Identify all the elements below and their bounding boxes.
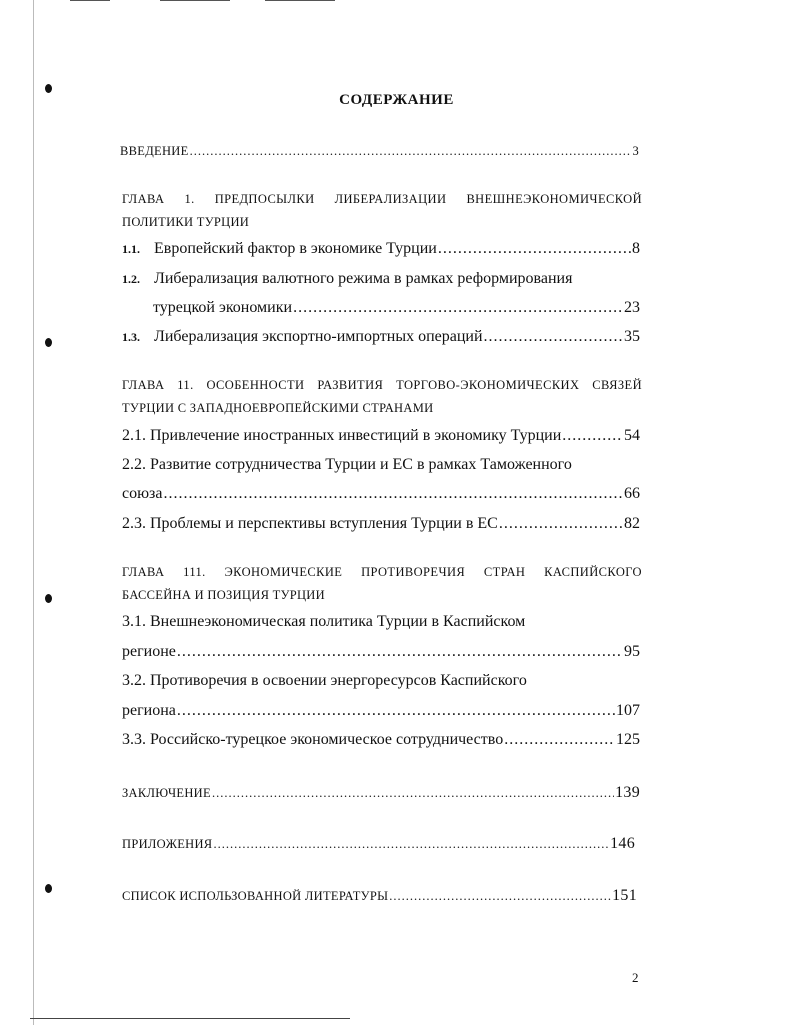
- toc-label: Либерализация валютного режима в рамках реформирования: [154, 270, 573, 287]
- toc-page: 35: [624, 328, 640, 345]
- dot-leader: [389, 889, 611, 904]
- toc-label: 2.1. Привлечение иностранных инвестиций в экономику Турции: [122, 427, 562, 444]
- section-number: 1.2.: [122, 272, 140, 286]
- toc-label: ЗАКЛЮЧЕНИЕ: [122, 786, 211, 800]
- scan-artifact: [70, 0, 110, 1]
- toc-page: 3: [632, 144, 639, 158]
- dot-leader: [293, 299, 623, 317]
- page-title: СОДЕРЖАНИЕ: [339, 92, 454, 108]
- toc-entry-2-1: [122, 427, 640, 445]
- toc-page: 8: [632, 240, 640, 257]
- dot-leader: [190, 144, 632, 159]
- toc-page: 139: [615, 784, 640, 801]
- dot-leader: [438, 240, 631, 258]
- toc-label: 2.2. Развитие сотрудничества Турции и ЕС в рамках Таможенного: [122, 456, 572, 473]
- dot-leader: [562, 427, 623, 445]
- scan-artifact: [265, 0, 335, 1]
- toc-page: 54: [624, 427, 640, 444]
- toc-page: 125: [616, 731, 640, 748]
- section-number: 1.1.: [122, 242, 140, 256]
- section-number: 1.3.: [122, 330, 140, 344]
- scan-artifact: [160, 0, 230, 1]
- toc-entry-conclusion: [122, 784, 640, 802]
- toc-entry-1-1: [122, 240, 640, 258]
- dot-leader: [499, 515, 623, 533]
- toc-entry-references: [122, 887, 637, 905]
- toc-entry-2-3: [122, 515, 640, 533]
- toc-label: турецкой экономики: [153, 299, 293, 316]
- dot-leader: [212, 786, 614, 801]
- page-number: 2: [632, 970, 639, 985]
- dot-leader: [213, 837, 609, 852]
- dot-leader: [504, 731, 615, 749]
- toc-label: ВВЕДЕНИЕ: [120, 144, 189, 158]
- toc-entry-appendix: [122, 835, 635, 853]
- toc-entry-1-2: [122, 270, 640, 288]
- toc-entry-3-2-cont: [122, 702, 640, 720]
- toc-label: ПРИЛОЖЕНИЯ: [122, 837, 213, 851]
- toc-page: 146: [610, 835, 635, 852]
- toc-page: 23: [624, 299, 640, 316]
- toc-label: 3.2. Противоречия в освоении энергоресурсов Каспийского: [122, 672, 527, 689]
- dot-leader: [163, 485, 623, 503]
- chapter-heading-2: ГЛАВА 11. ОСОБЕННОСТИ РАЗВИТИЯ ТОРГОВО-ЭКОНОМИЧЕСКИХ СВЯЗЕЙ: [122, 378, 642, 392]
- toc-entry-2-2-cont: [122, 485, 640, 503]
- toc-page: 82: [624, 515, 640, 532]
- toc-entry-2-2: [122, 456, 640, 474]
- dot-leader: [177, 643, 623, 661]
- toc-entry-3-1-cont: [122, 643, 640, 661]
- dot-leader: [177, 702, 615, 720]
- chapter-heading-1-line2: ПОЛИТИКИ ТУРЦИИ: [122, 215, 250, 229]
- punch-hole-mark: [45, 594, 52, 603]
- toc-label: СПИСОК ИСПОЛЬЗОВАННОЙ ЛИТЕРАТУРЫ: [122, 889, 389, 903]
- toc-page: 107: [616, 702, 640, 719]
- toc-entry-3-2: [122, 672, 640, 690]
- chapter-heading-1: ГЛАВА 1. ПРЕДПОСЫЛКИ ЛИБЕРАЛИЗАЦИИ ВНЕШНЕЭКОНОМИЧЕСКОЙ: [122, 192, 642, 206]
- toc-page: 151: [612, 887, 637, 904]
- toc-entry-1-2-cont: [153, 299, 640, 317]
- toc-label: регионе: [122, 643, 176, 660]
- toc-entry-intro: [120, 144, 639, 159]
- toc-label: 3.1. Внешнеэкономическая политика Турции в Каспийском: [122, 613, 526, 630]
- chapter-heading-2-line2: ТУРЦИИ С ЗАПАДНОЕВРОПЕЙСКИМИ СТРАНАМИ: [122, 401, 434, 415]
- toc-label: 2.3. Проблемы и перспективы вступления Турции в ЕС: [122, 515, 498, 532]
- toc-entry-3-1: [122, 613, 640, 631]
- scan-artifact: [30, 1018, 350, 1019]
- toc-page: 66: [624, 485, 640, 502]
- dot-leader: [484, 328, 623, 346]
- toc-entry-3-3: [122, 731, 640, 749]
- margin-line: [33, 0, 34, 1025]
- toc-label: 3.3. Российско-турецкое экономическое сотрудничество: [122, 731, 504, 748]
- punch-hole-mark: [45, 884, 52, 893]
- chapter-heading-3: ГЛАВА 111. ЭКОНОМИЧЕСКИЕ ПРОТИВОРЕЧИЯ СТРАН КАСПИЙСКОГО: [122, 565, 642, 579]
- toc-page: 95: [624, 643, 640, 660]
- punch-hole-mark: [45, 338, 52, 347]
- chapter-heading-3-line2: БАССЕЙНА И ПОЗИЦИЯ ТУРЦИИ: [122, 588, 325, 602]
- toc-label: региона: [122, 702, 176, 719]
- toc-entry-1-3: [122, 328, 640, 346]
- toc-label: союза: [122, 485, 163, 502]
- toc-label: Европейский фактор в экономике Турции: [154, 240, 437, 257]
- toc-label: Либерализация экспортно-импортных операций: [154, 328, 483, 345]
